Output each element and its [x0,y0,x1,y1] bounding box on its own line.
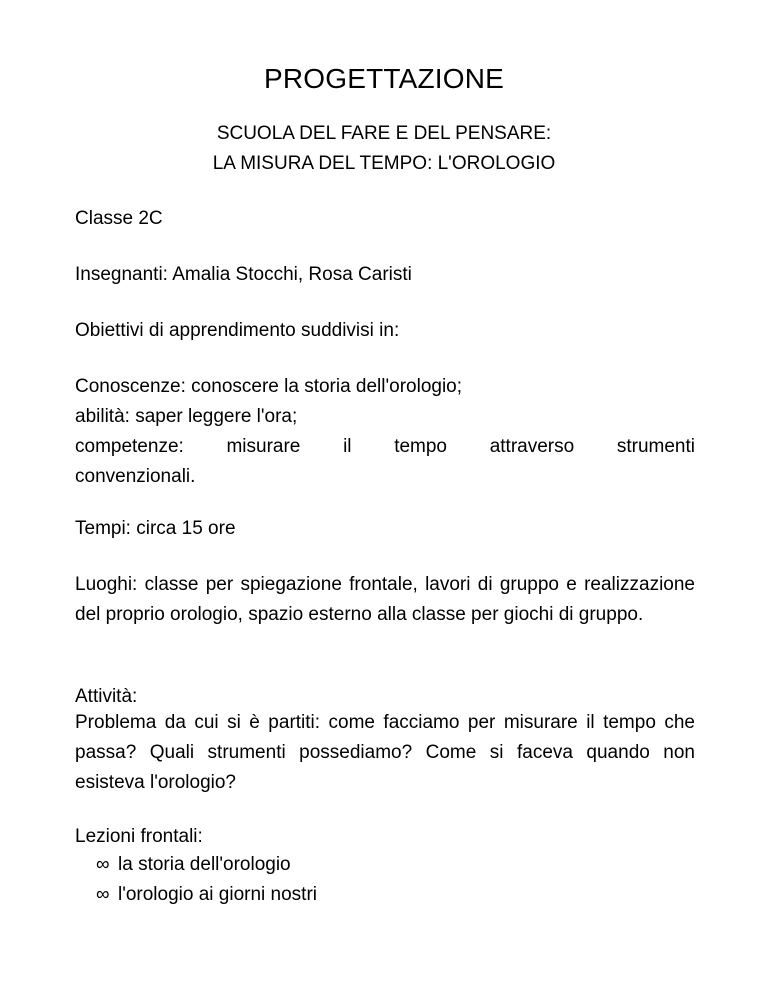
places-paragraph: Luoghi: classe per spiegazione frontale, lavori di gruppo e realizzazione del proprio orologio, spazio esterno alla classe per giochi di gruppo. [75,574,695,625]
subtitle-line-2: LA MISURA DEL TEMPO: L'OROLOGIO [212,153,556,174]
infinity-bullet-icon: ∞ [96,854,110,875]
skills-line: abilità: saper leggere l'ora; [75,406,298,427]
objectives-heading: Obiettivi di apprendimento suddivisi in: [75,320,400,341]
list-item-label: l'orologio ai giorni nostri [118,884,318,905]
teachers-line: Insegnanti: Amalia Stocchi, Rosa Caristi [75,264,412,285]
document-title: PROGETTAZIONE [263,63,505,94]
competences-line-2: convenzionali. [75,466,196,487]
lectures-heading: Lezioni frontali: [75,826,203,847]
activities-paragraph: Problema da cui si è partiti: come facciamo per misurare il tempo che passa? Quali strumenti possediamo? Come si faceva quando non esisteva l'orologio? [75,712,695,793]
list-item [96,880,317,910]
class-label: Classe 2C [75,208,163,229]
subtitle-line-1: SCUOLA DEL FARE E DEL PENSARE: [216,123,552,144]
infinity-bullet-icon: ∞ [96,884,110,905]
list-item-label: la storia dell'orologio [118,854,291,875]
competences-line-1: competenze: misurare il tempo attraverso strumenti [75,436,695,457]
list-item [96,850,291,880]
time-line: Tempi: circa 15 ore [75,518,236,539]
knowledge-line: Conoscenze: conoscere la storia dell'orologio; [75,376,463,397]
activities-heading: Attività: [75,686,138,707]
